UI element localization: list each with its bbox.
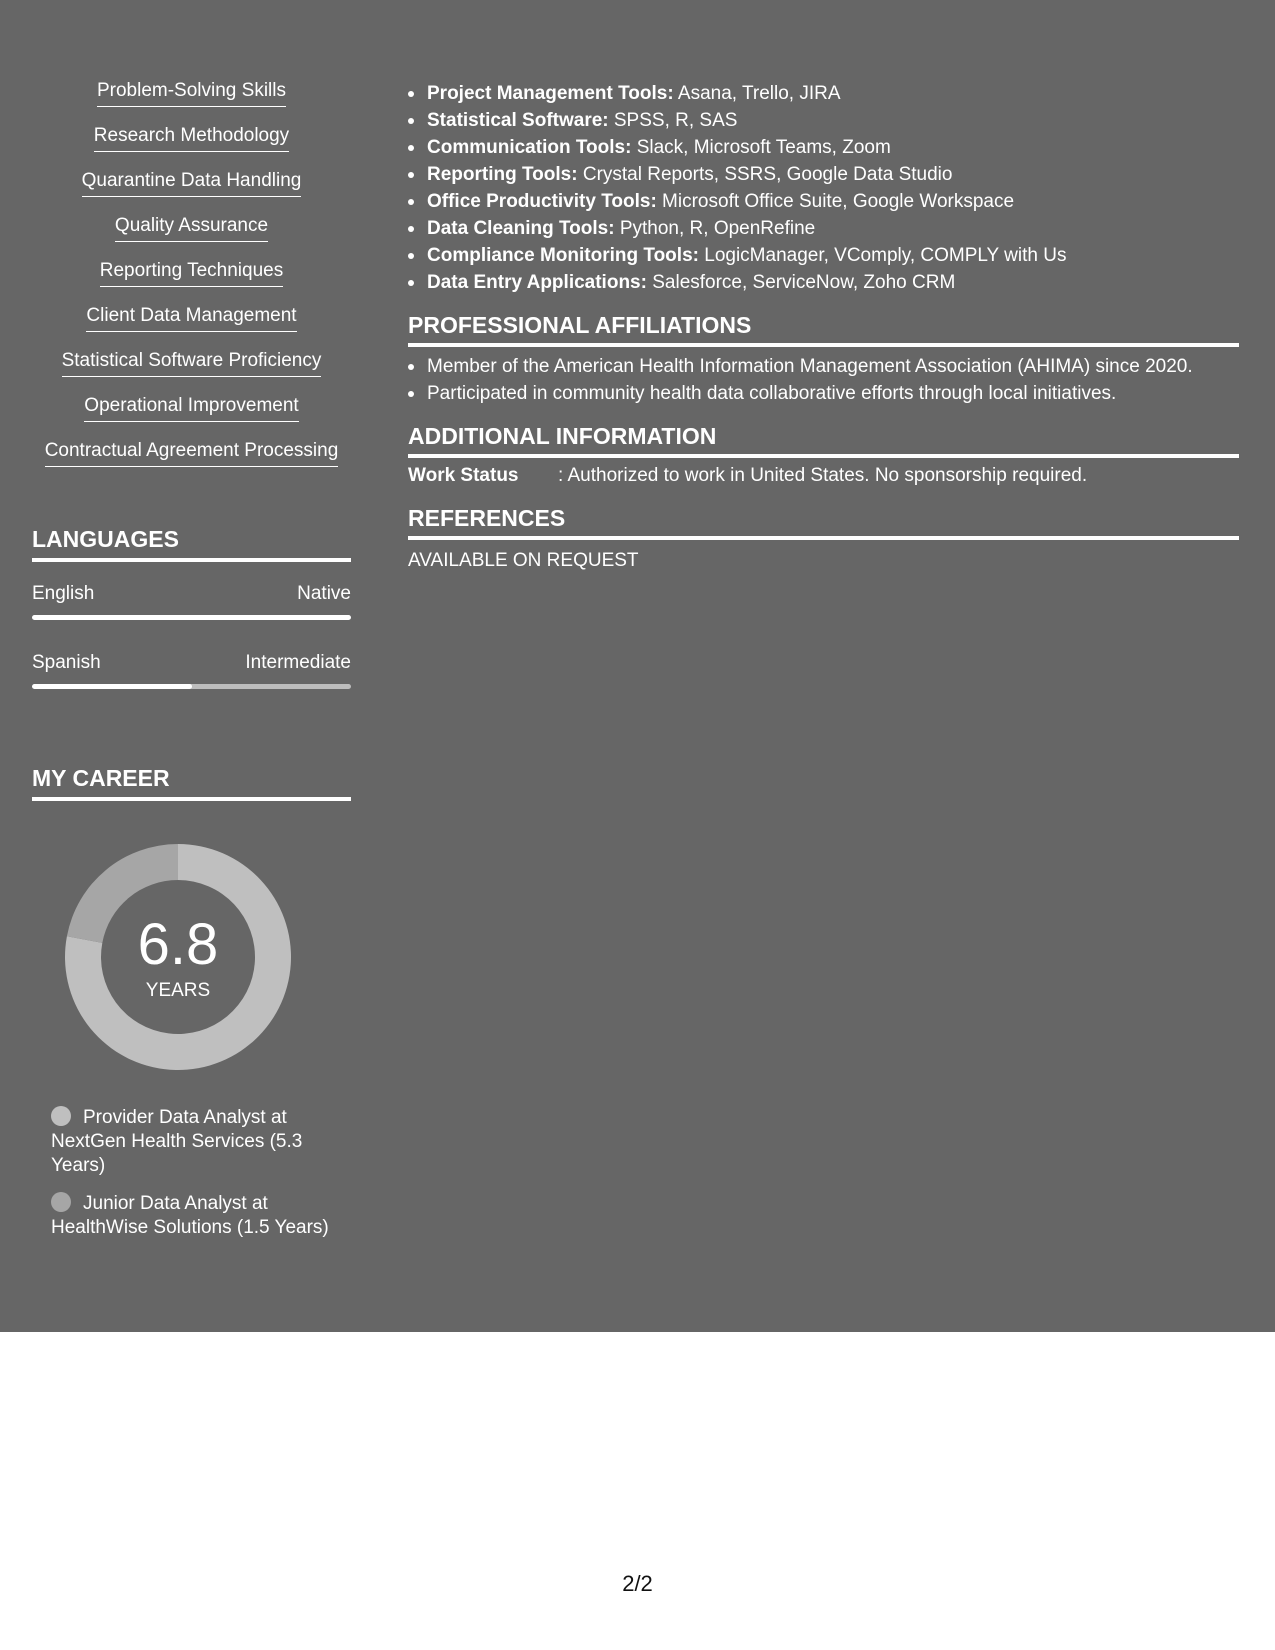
skill-item bbox=[32, 305, 351, 350]
language-level: Native bbox=[297, 583, 351, 604]
left-column bbox=[32, 80, 351, 1238]
tools-list bbox=[408, 80, 1239, 296]
tool-values: Crystal Reports, SSRS, Google Data Studio bbox=[577, 164, 953, 185]
references-heading: REFERENCES bbox=[408, 505, 1239, 540]
tool-category: Reporting Tools: bbox=[427, 164, 578, 185]
skill-label: Reporting Techniques bbox=[100, 260, 283, 287]
additional-info-heading: ADDITIONAL INFORMATION bbox=[408, 423, 1239, 458]
tool-item bbox=[408, 242, 1239, 269]
tool-values: Slack, Microsoft Teams, Zoom bbox=[631, 137, 891, 158]
tool-item bbox=[408, 107, 1239, 134]
career-legend-item bbox=[51, 1192, 341, 1240]
tool-category: Data Entry Applications: bbox=[427, 272, 647, 293]
affiliations-heading: PROFESSIONAL AFFILIATIONS bbox=[408, 312, 1239, 347]
tool-category: Statistical Software: bbox=[427, 110, 609, 131]
skill-item bbox=[32, 125, 351, 170]
skill-item bbox=[32, 80, 351, 125]
language-proficiency-bar bbox=[32, 684, 351, 689]
skill-item bbox=[32, 350, 351, 395]
career-total-years: 6.8 bbox=[137, 912, 219, 977]
skill-label: Quality Assurance bbox=[115, 215, 268, 242]
skill-item bbox=[32, 215, 351, 260]
affiliation-item: Member of the American Health Information Management Association (AHIMA) since 2020. bbox=[408, 353, 1239, 380]
page-number: 2/2 bbox=[622, 1571, 653, 1596]
skill-label: Problem-Solving Skills bbox=[97, 80, 286, 107]
skill-item bbox=[32, 170, 351, 215]
language-name: English bbox=[32, 583, 95, 604]
tool-values: Python, R, OpenRefine bbox=[614, 218, 816, 239]
career-role-label: Junior Data Analyst at HealthWise Solutions (1.5 Years) bbox=[51, 1193, 329, 1238]
skill-label: Quarantine Data Handling bbox=[82, 170, 302, 197]
tool-category: Office Productivity Tools: bbox=[427, 191, 657, 212]
tool-item bbox=[408, 80, 1239, 107]
tool-values: LogicManager, VComply, COMPLY with Us bbox=[698, 245, 1067, 266]
language-item bbox=[32, 583, 351, 620]
language-proficiency-fill bbox=[32, 684, 192, 689]
skills-list bbox=[32, 80, 351, 485]
skill-label: Research Methodology bbox=[94, 125, 289, 152]
language-proficiency-fill bbox=[32, 615, 351, 620]
tool-values: Asana, Trello, JIRA bbox=[673, 83, 841, 104]
tool-category: Communication Tools: bbox=[427, 137, 632, 158]
work-status-label: Work Status bbox=[408, 465, 519, 486]
career-heading: MY CAREER bbox=[32, 765, 351, 801]
skill-label: Client Data Management bbox=[86, 305, 296, 332]
tool-values: Microsoft Office Suite, Google Workspace bbox=[656, 191, 1015, 212]
tool-category: Data Cleaning Tools: bbox=[427, 218, 615, 239]
legend-dot-icon bbox=[51, 1192, 71, 1212]
language-proficiency-bar bbox=[32, 615, 351, 620]
tool-values: SPSS, R, SAS bbox=[608, 110, 738, 131]
language-name: Spanish bbox=[32, 652, 101, 673]
tool-category: Compliance Monitoring Tools: bbox=[427, 245, 699, 266]
tool-category: Project Management Tools: bbox=[427, 83, 674, 104]
skill-item bbox=[32, 395, 351, 440]
career-legend-item bbox=[51, 1106, 341, 1178]
tool-item bbox=[408, 188, 1239, 215]
skill-item bbox=[32, 260, 351, 305]
career-total-unit: YEARS bbox=[145, 980, 211, 1001]
tool-item bbox=[408, 134, 1239, 161]
work-status-row bbox=[408, 464, 1239, 488]
affiliations-list bbox=[408, 353, 1239, 407]
language-level: Intermediate bbox=[245, 652, 351, 673]
tool-item bbox=[408, 161, 1239, 188]
language-item bbox=[32, 652, 351, 689]
tool-item bbox=[408, 269, 1239, 296]
career-role-label: Provider Data Analyst at NextGen Health Services (5.3 Years) bbox=[51, 1107, 303, 1176]
skill-item bbox=[32, 440, 351, 485]
skill-label: Operational Improvement bbox=[84, 395, 298, 422]
tool-values: Salesforce, ServiceNow, Zoho CRM bbox=[646, 272, 956, 293]
tool-item bbox=[408, 215, 1239, 242]
affiliation-item: Participated in community health data collaborative efforts through local initiatives. bbox=[408, 380, 1239, 407]
languages-heading: LANGUAGES bbox=[32, 526, 351, 562]
references-text: AVAILABLE ON REQUEST bbox=[408, 550, 639, 571]
work-status-value: : Authorized to work in United States. No sponsorship required. bbox=[558, 465, 1088, 486]
career-donut-chart bbox=[65, 844, 291, 1070]
right-column bbox=[408, 80, 1239, 571]
legend-dot-icon bbox=[51, 1106, 71, 1126]
skill-label: Statistical Software Proficiency bbox=[62, 350, 322, 377]
skill-label: Contractual Agreement Processing bbox=[45, 440, 339, 467]
